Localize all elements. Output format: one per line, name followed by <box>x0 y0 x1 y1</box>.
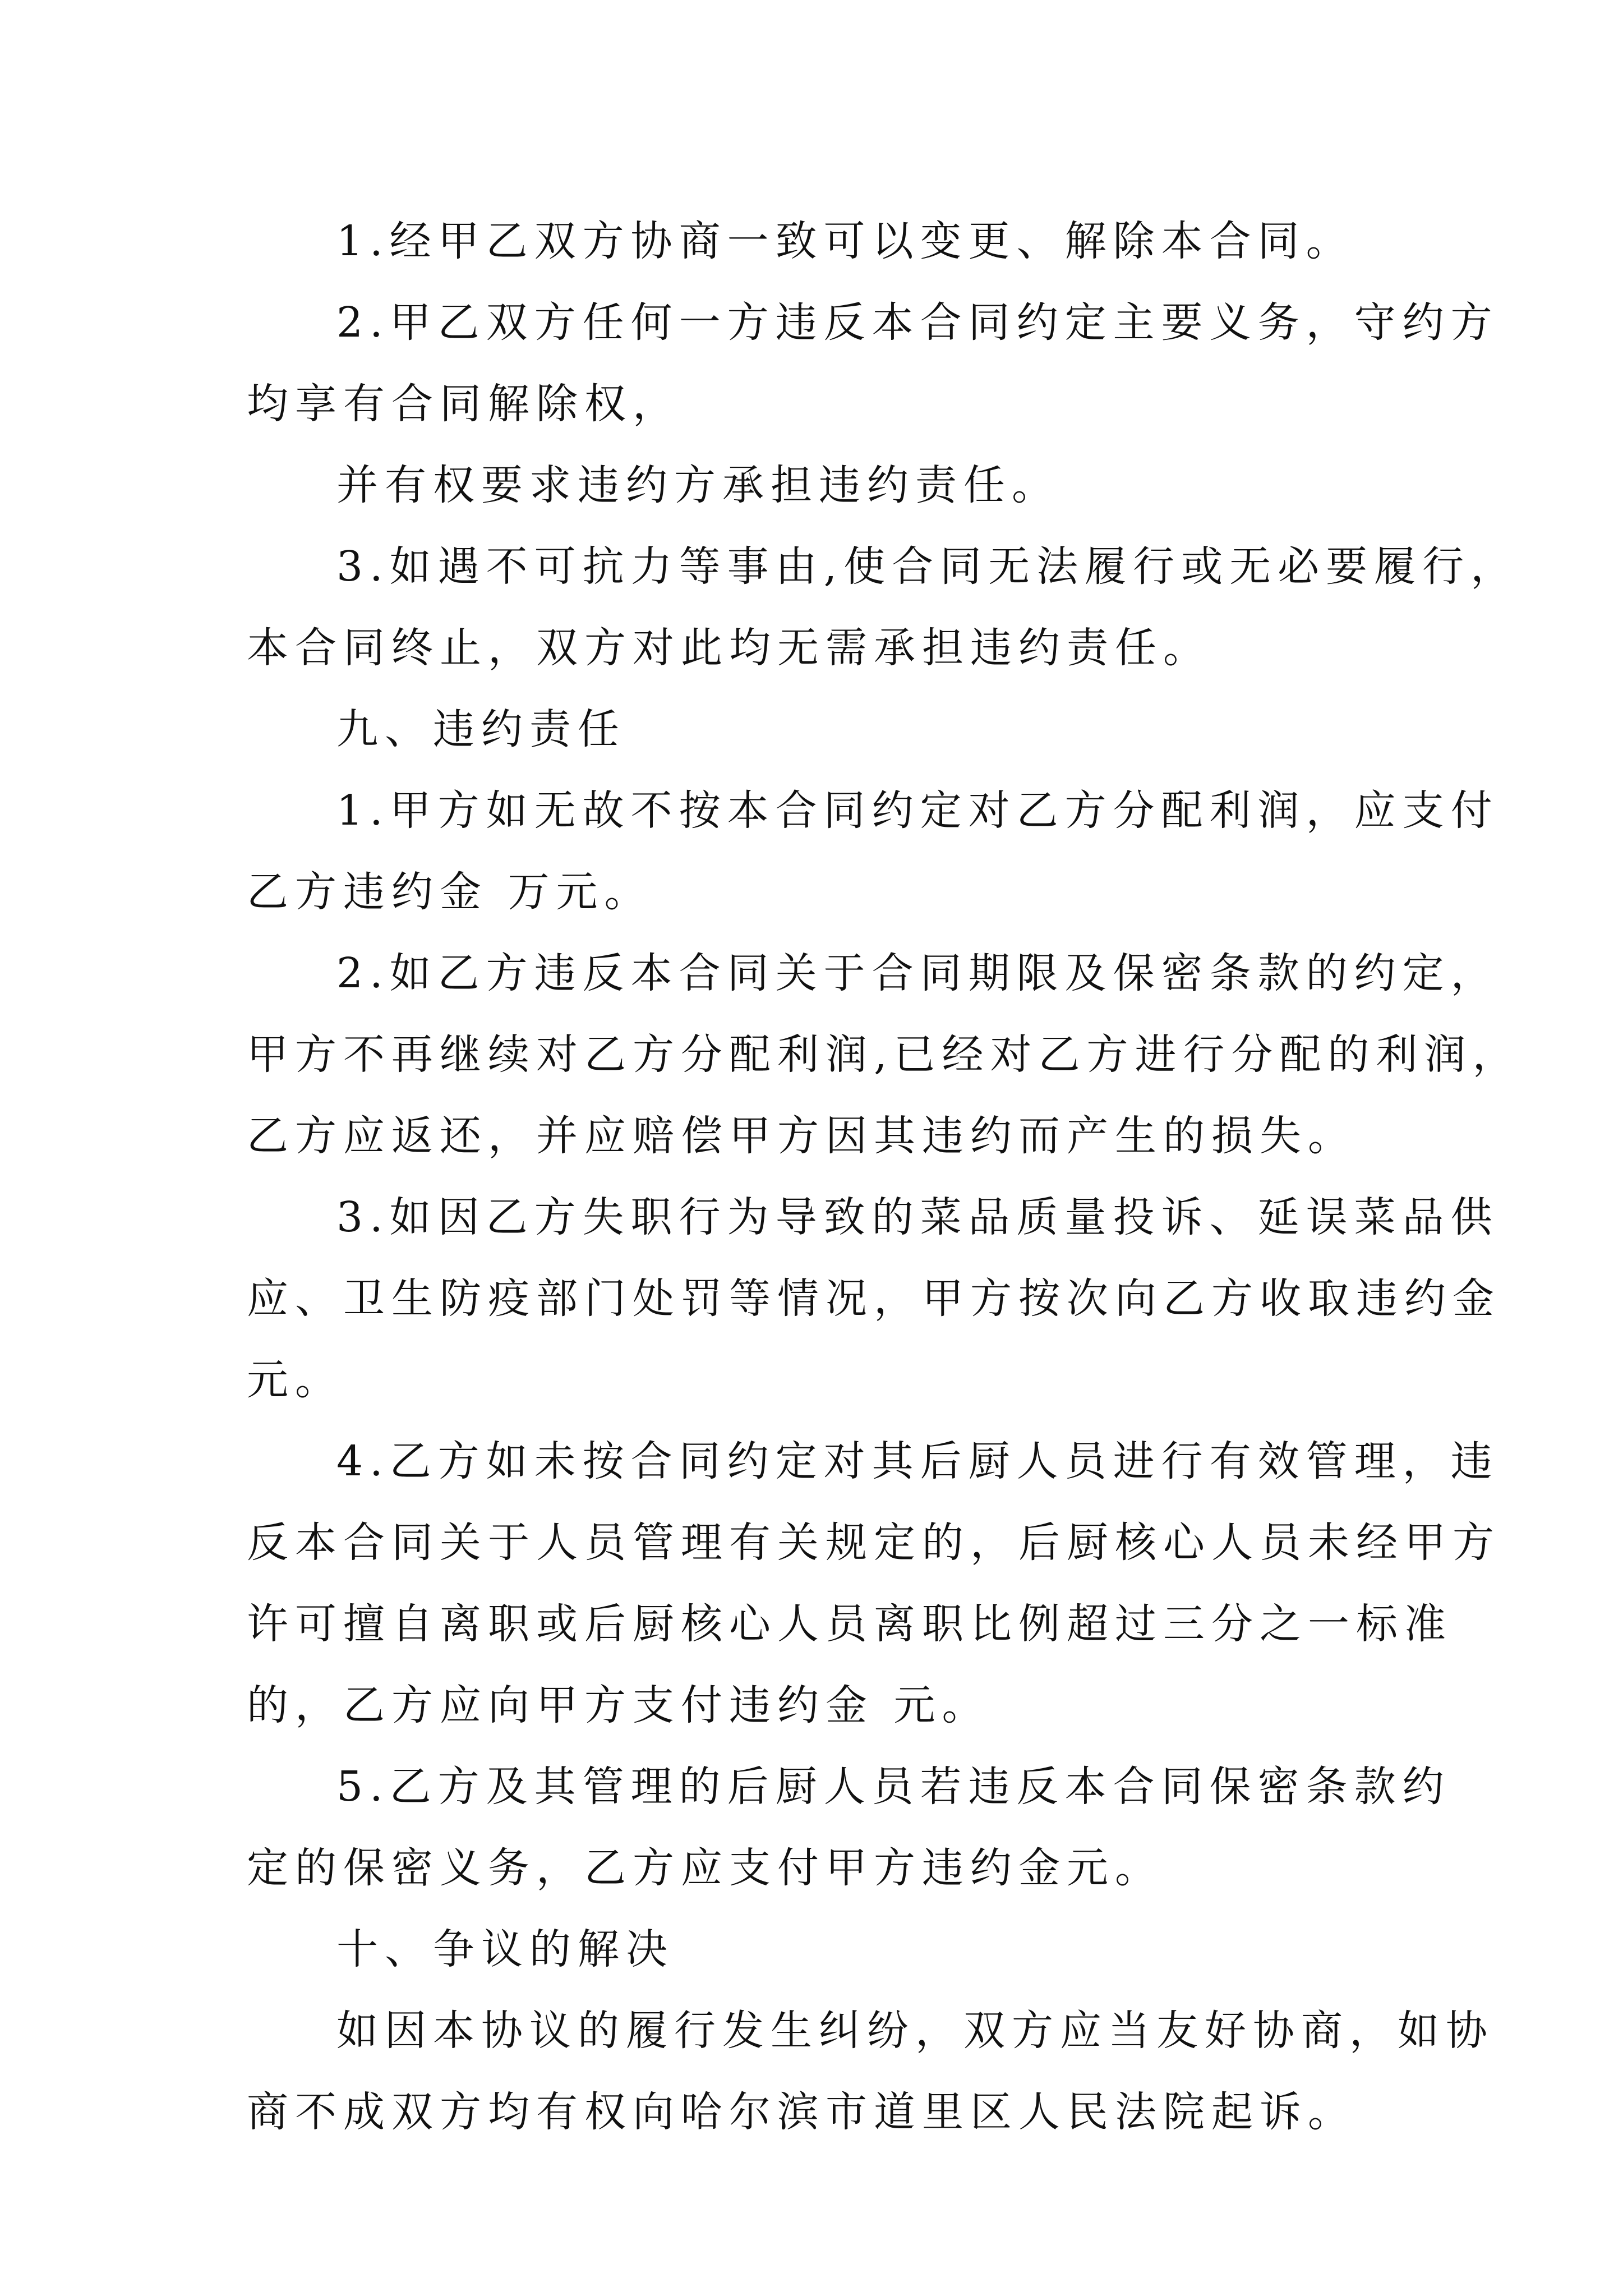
text-line: 如因本协议的履行发生纠纷，双方应当友好协商，如协 <box>336 2007 1494 2055</box>
text-line: 元。 <box>247 1356 343 1404</box>
text-line: 乙方应返还，并应赔偿甲方因其违约而产生的损失。 <box>247 1112 1356 1160</box>
text-line: 2.如乙方违反本合同关于合同期限及保密条款的约定， <box>336 949 1499 997</box>
text-line: 1.经甲乙双方协商一致可以变更、解除本合同。 <box>336 217 1354 265</box>
text-line: 本合同终止，双方对此均无需承担违约责任。 <box>247 624 1211 672</box>
text-line: 定的保密义务，乙方应支付甲方违约金元。 <box>247 1844 1163 1892</box>
text-line: 4.乙方如未按合同约定对其后厨人员进行有效管理，违 <box>336 1437 1499 1485</box>
text-line: 3.如遇不可抗力等事由,使合同无法履行或无必要履行， <box>336 542 1519 591</box>
text-line: 并有权要求违约方承担违约责任。 <box>336 461 1060 509</box>
text-line: 2.甲乙双方任何一方违反本合同约定主要义务，守约方 <box>336 298 1499 347</box>
text-line: 反本合同关于人员管理有关规定的，后厨核心人员未经甲方 <box>247 1519 1501 1567</box>
text-line: 均享有合同解除权， <box>247 380 681 428</box>
text-line: 许可擅自离职或后厨核心人员离职比例超过三分之一标准 <box>247 1600 1453 1648</box>
section-heading: 十、争议的解决 <box>336 1925 674 1973</box>
text-line: 1.甲方如无故不按本合同约定对乙方分配利润，应支付 <box>336 786 1499 835</box>
text-line: 3.如因乙方失职行为导致的菜品质量投诉、延误菜品供 <box>336 1193 1499 1241</box>
text-line: 5.乙方及其管理的后厨人员若违反本合同保密条款约 <box>336 1763 1451 1811</box>
text-line: 应、卫生防疫部门处罚等情况，甲方按次向乙方收取违约金 <box>247 1274 1501 1323</box>
text-line: 商不成双方均有权向哈尔滨市道里区人民法院起诉。 <box>247 2088 1356 2136</box>
text-line: 甲方不再继续对乙方分配利润,已经对乙方进行分配的利润， <box>247 1030 1521 1079</box>
section-heading: 九、违约责任 <box>336 705 626 753</box>
text-line: 的，乙方应向甲方支付违约金 元。 <box>247 1681 990 1729</box>
text-line: 乙方违约金 万元。 <box>247 868 653 916</box>
